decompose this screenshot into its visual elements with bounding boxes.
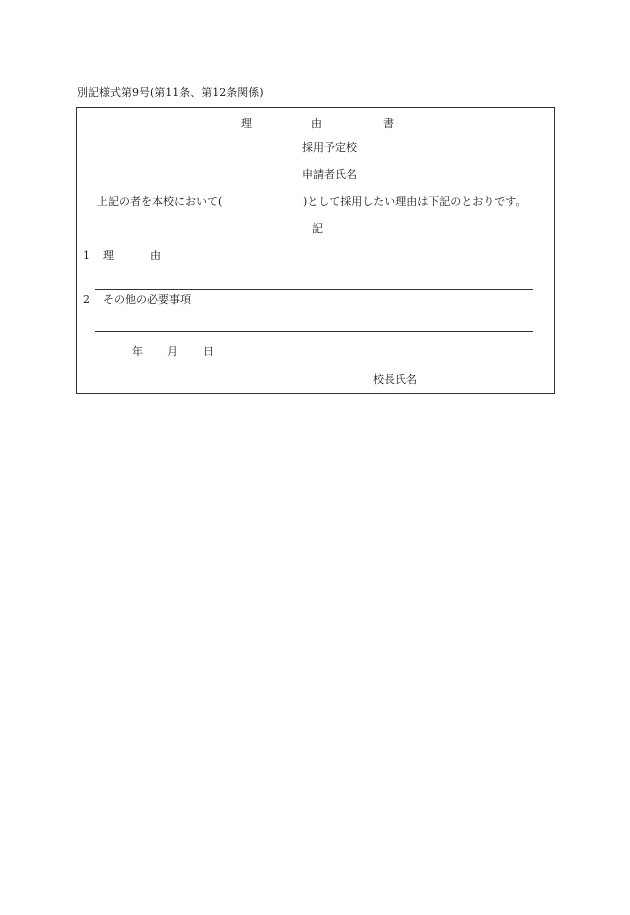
- item-2-label: その他の必要事項: [103, 293, 191, 306]
- form-frame: [76, 107, 555, 394]
- date-month: 月: [167, 345, 178, 358]
- ki-marker: 記: [312, 222, 323, 235]
- item-1-number: 1: [83, 249, 90, 262]
- school-label: 採用予定校: [302, 141, 357, 154]
- item-1-label-ri: 理: [103, 249, 114, 262]
- item-2-number: 2: [83, 293, 90, 306]
- title-char-sho: 書: [383, 117, 394, 130]
- title-char-ri: 理: [241, 117, 252, 130]
- statement-after: )として採用したい理由は下記のとおりです。: [303, 195, 527, 208]
- applicant-label: 申請者氏名: [302, 168, 357, 181]
- principal-label: 校長氏名: [373, 373, 417, 386]
- item-1-label-yu: 由: [150, 249, 161, 262]
- item-2-rule: [95, 331, 533, 332]
- date-year: 年: [132, 345, 143, 358]
- form-caption: 別記様式第9号(第11条、第12条関係): [77, 86, 264, 99]
- title-char-yu: 由: [311, 117, 322, 130]
- item-1-rule: [95, 289, 533, 290]
- date-day: 日: [203, 345, 214, 358]
- statement-before: 上記の者を本校において(: [97, 195, 223, 208]
